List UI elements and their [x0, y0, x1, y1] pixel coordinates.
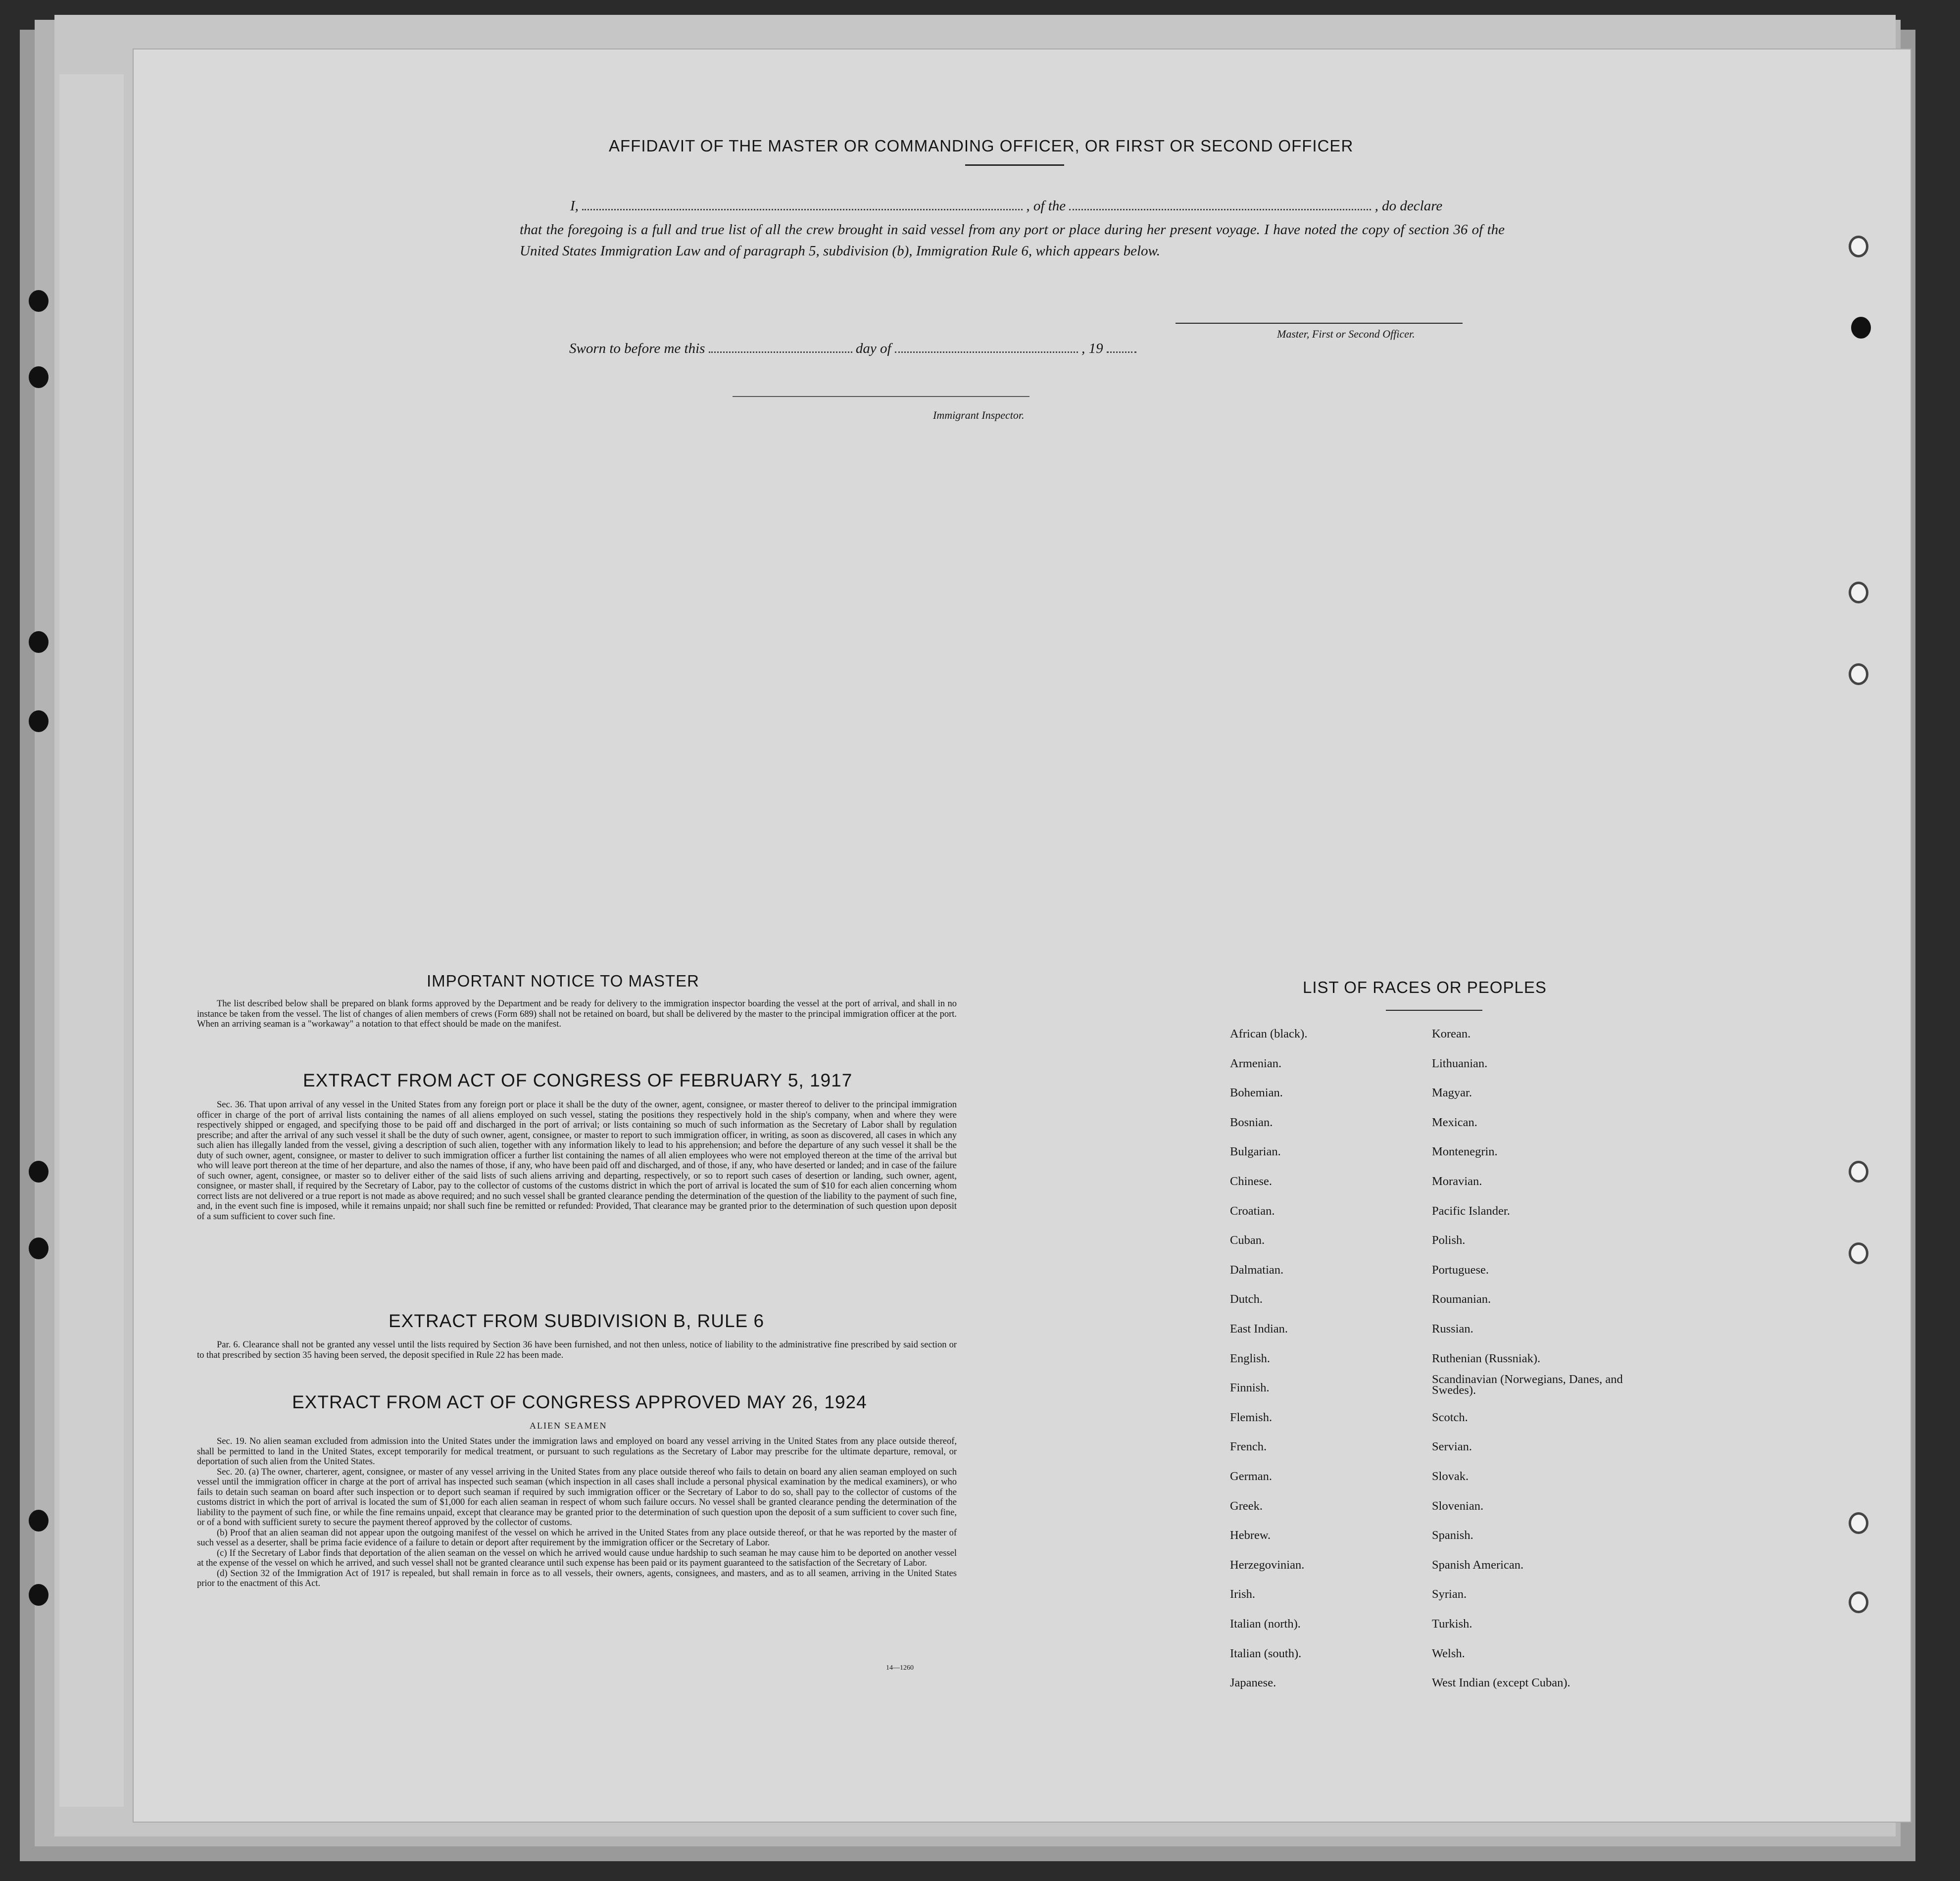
- extract-1924-title: EXTRACT FROM ACT OF CONGRESS APPROVED MAY 26, 1924: [292, 1392, 867, 1412]
- binding-hole: [29, 710, 49, 732]
- race-item: Spanish.: [1432, 1529, 1473, 1542]
- binding-hole: [29, 1510, 49, 1532]
- sworn-prefix: Sworn to before me this: [569, 341, 705, 356]
- race-item: Polish.: [1432, 1234, 1466, 1247]
- affidavit-paragraph: that the foregoing is a full and true list of all the crew brought in said vessel from any port or place during her present voyage. I have noted the copy of section 36 of the United States Immigration Law and of paragraph 5, subdivision (b), Immigration Rule 6, which appears below.: [520, 222, 1505, 259]
- race-item: Irish.: [1230, 1587, 1256, 1601]
- binding-hole: [29, 366, 49, 388]
- sworn-year-blank[interactable]: [1107, 351, 1136, 353]
- race-item: Mexican.: [1432, 1116, 1477, 1129]
- race-item: Scotch.: [1432, 1411, 1468, 1424]
- affidavit-title: AFFIDAVIT OF THE MASTER OR COMMANDING OFFICER, OR FIRST OR SECOND OFFICER: [609, 137, 1354, 155]
- race-item: Turkish.: [1432, 1617, 1472, 1631]
- race-item: Croatian.: [1230, 1204, 1275, 1218]
- binding-hole: [29, 1238, 49, 1259]
- paragraph-6: Par. 6. Clearance shall not be granted any vessel until the lists required by Section 36 have been furnished, and not then unless, notice of liability to the administrative fine prescribed by said section or to that prescribed by section 35 having been served, the deposit specified in Rule 22 has been made.: [197, 1340, 957, 1360]
- declarant-name-blank[interactable]: [582, 209, 1023, 210]
- race-item: Dalmatian.: [1230, 1263, 1284, 1277]
- affidavit-declare-label: , do declare: [1374, 198, 1443, 214]
- extract-rule6-body: [197, 1340, 957, 1360]
- race-item: Japanese.: [1230, 1676, 1276, 1689]
- vessel-name-blank[interactable]: [1069, 209, 1371, 210]
- race-item: Slovak.: [1432, 1470, 1469, 1483]
- section-19-paragraph: Sec. 19. No alien seaman excluded from admission into the United States under the immigration laws and employed on board any vessel arriving in the United States from any place outside thereof, shall be permitted to land in the United States, except temporarily for medical treatment, or pursuant to such regulations as the Secretary of Labor may prescribe for the ultimate departure, removal, or deportation of such alien from the United States.: [197, 1436, 957, 1467]
- race-item: Moravian.: [1432, 1175, 1482, 1188]
- race-item: English.: [1230, 1352, 1270, 1365]
- race-item: Korean.: [1432, 1027, 1471, 1040]
- race-item: Hebrew.: [1230, 1529, 1271, 1542]
- extract-1917-body: [197, 1100, 957, 1222]
- race-item: African (black).: [1230, 1027, 1308, 1040]
- race-item: East Indian.: [1230, 1322, 1288, 1336]
- section-20a-paragraph: Sec. 20. (a) The owner, charterer, agent, consignee, or master of any vessel arriving in the United States from any place outside thereof who fails to detain on board any alien seaman employed on such vessel until the immigration officer in charge at the port of arrival has inspected such seaman (which inspection in all cases shall include a personal physical examination by the medical examiners), or who fails to detain such seaman on board after such inspection or to deport such seaman if required by such immigration officer or the Secretary of Labor to do so, shall pay to the collector of customs of the customs district in which the port of arrival is located the sum of $1,000 for each alien seaman in respect of whom such failure occurs. No vessel shall be granted clearance pending the determination of the liability to the payment of such fine, or while the fine remains unpaid, except that clearance may be granted prior to the determination of such question upon the deposit of a sum sufficient to cover such fine, or of a bond with sufficient surety to secure the payment thereof approved by the collector of customs.: [197, 1467, 957, 1528]
- race-item: Finnish.: [1230, 1381, 1270, 1394]
- section-36-paragraph: Sec. 36. That upon arrival of any vessel in the United States from any foreign port or place it shall be the duty of the owner, agent, consignee, or master thereof to deliver to the principal immigration officer in charge of the port of arrival lists containing the names of all aliens employed on such vessel, stating the positions they respectively hold in the ship's company, when and where they were respectively shipped or engaged, and specifying those to be paid off and discharged in the port of arrival; or lists containing so much of such information as the Secretary of Labor shall by regulation prescribe; and after the arrival of any such vessel it shall be the duty of such owner, agent, consignee, or master to report to such immigration officer, in writing, as soon as discovered, all cases in which any such alien has illegally landed from the vessel, giving a description of such alien, together with any information likely to lead to his apprehension; and before the departure of any such vessel it shall be the duty of such owner, agent, consignee, or master to deliver to such immigration officer a further list containing the names of all alien employees who were not employed thereon at the time of the arrival but who will leave port thereon at the time of her departure, and also the names of those, if any, who have been paid off and discharged, and of those, if any, who have deserted or landed; and in case of the failure of such owner, agent, consignee, or master so to deliver either of the said lists of such aliens arriving and departing, respectively, or so to report such cases of desertion or landing, such owner, agent, consignee, or master shall, if required by the Secretary of Labor, pay to the collector of customs of the customs district in which the port of arrival is located the sum of $10 for each alien concerning whom correct lists are not delivered or a true report is not made as above required; and no such vessel shall be granted clearance pending the determination of the question of the liability to the payment of such fine, and, in the event such fine is imposed, while it remains unpaid; nor shall such fine be remitted or refunded: Provided, That clearance may be granted prior to the determination of such question upon deposit of a sum sufficient to cover such fine.: [197, 1100, 957, 1222]
- master-signature-line[interactable]: [1176, 323, 1463, 324]
- race-item: Bohemian.: [1230, 1086, 1283, 1099]
- punch-hole: [1849, 1591, 1868, 1613]
- race-item: Italian (north).: [1230, 1617, 1301, 1631]
- race-item: Spanish American.: [1432, 1558, 1524, 1572]
- master-signature-label: Master, First or Second Officer.: [1277, 328, 1415, 340]
- race-item: Lithuanian.: [1432, 1057, 1488, 1070]
- punch-hole: [1851, 317, 1871, 339]
- sworn-day-blank[interactable]: [709, 351, 852, 353]
- race-item: Greek.: [1230, 1499, 1263, 1513]
- race-item: Slovenian.: [1432, 1499, 1484, 1513]
- left-binding-strip: [59, 74, 124, 1807]
- alien-seamen-subtitle: ALIEN SEAMEN: [530, 1421, 607, 1431]
- affidavit-title-rule: [965, 164, 1064, 166]
- punch-hole: [1849, 1242, 1868, 1264]
- section-20b-paragraph: (b) Proof that an alien seaman did not appear upon the outgoing manifest of the vessel on which he arrived in the United States from any place outside thereof, or that he was reported by the master of such vessel as a deserter, shall be prima facie evidence of a failure to detain or deport after requirement by the immigration officer or the Secretary of Labor.: [197, 1528, 957, 1548]
- sworn-line: [569, 341, 1136, 357]
- inspector-signature-line[interactable]: [733, 396, 1029, 397]
- notice-title: IMPORTANT NOTICE TO MASTER: [427, 972, 700, 990]
- race-item: Bulgarian.: [1230, 1145, 1281, 1158]
- race-item: German.: [1230, 1470, 1273, 1483]
- punch-hole: [1849, 1512, 1868, 1534]
- extract-1924-body: [197, 1436, 957, 1589]
- race-item: Bosnian.: [1230, 1116, 1273, 1129]
- race-item: Roumanian.: [1432, 1292, 1491, 1306]
- punch-hole: [1849, 663, 1868, 685]
- race-item: Flemish.: [1230, 1411, 1273, 1424]
- race-item: Chinese.: [1230, 1175, 1273, 1188]
- form-number: 14—1260: [886, 1664, 914, 1672]
- race-item: Italian (south).: [1230, 1647, 1302, 1660]
- notice-paragraph: The list described below shall be prepared on blank forms approved by the Department and be ready for delivery to the immigration inspector boarding the vessel at the port of arrival, and shall in no instance be taken from the vessel. The list of changes of alien members of crews (Form 689) shall not be retained on board, but shall be delivered by the master to the principal immigration officer at the port. When an arriving seaman is a "workaway" a notation to that effect should be made on the manifest.: [197, 999, 957, 1029]
- punch-hole: [1849, 236, 1868, 257]
- race-item: Dutch.: [1230, 1292, 1263, 1306]
- section-20c-paragraph: (c) If the Secretary of Labor finds that deportation of the alien seaman on the vessel on which he arrived would cause undue hardship to such seaman he may cause him to be deported on another vessel at the expense of the vessel on which he arrived, and such vessel shall not be granted clearance until such expense has been paid or its payment guaranteed to the satisfaction of the Secretary of Labor.: [197, 1548, 957, 1568]
- affidavit-of-the-label: , of the: [1026, 198, 1066, 214]
- affidavit-declarant-line: [570, 198, 1442, 214]
- race-item: Syrian.: [1432, 1587, 1467, 1601]
- race-item: Herzegovinian.: [1230, 1558, 1305, 1572]
- section-20d-paragraph: (d) Section 32 of the Immigration Act of 1917 is repealed, but shall remain in force as to all vessels, their owners, agents, consignees, and masters, and as to all seamen, arriving in the United States prior to the enactment of this Act.: [197, 1568, 957, 1588]
- affidavit-i-label: I,: [570, 198, 579, 214]
- race-item: Scandinavian (Norwegians, Danes, and Swedes).: [1432, 1373, 1623, 1397]
- binding-hole: [29, 1584, 49, 1606]
- races-title-rule: [1386, 1010, 1482, 1011]
- race-item: Magyar.: [1432, 1086, 1472, 1099]
- sworn-year-label: , 19: [1081, 341, 1103, 356]
- race-item: Welsh.: [1432, 1647, 1465, 1660]
- inspector-label: Immigrant Inspector.: [933, 409, 1025, 421]
- race-item: Ruthenian (Russniak).: [1432, 1352, 1541, 1365]
- binding-hole: [29, 1161, 49, 1183]
- races-title: LIST OF RACES OR PEOPLES: [1303, 978, 1547, 996]
- notice-body: [197, 999, 957, 1030]
- extract-rule6-title: EXTRACT FROM SUBDIVISION B, RULE 6: [389, 1311, 765, 1331]
- race-item: Armenian.: [1230, 1057, 1282, 1070]
- race-item: West Indian (except Cuban).: [1432, 1676, 1570, 1689]
- sworn-day-of-label: day of: [855, 341, 891, 356]
- sworn-month-blank[interactable]: [895, 351, 1078, 353]
- race-item: Portuguese.: [1432, 1263, 1489, 1277]
- race-item: Montenegrin.: [1432, 1145, 1498, 1158]
- binding-hole: [29, 631, 49, 653]
- race-item: French.: [1230, 1440, 1267, 1453]
- punch-hole: [1849, 582, 1868, 603]
- extract-1917-title: EXTRACT FROM ACT OF CONGRESS OF FEBRUARY 5, 1917: [303, 1070, 853, 1090]
- punch-hole: [1849, 1161, 1868, 1183]
- race-item: Russian.: [1432, 1322, 1473, 1336]
- race-item: Servian.: [1432, 1440, 1472, 1453]
- binding-hole: [29, 290, 49, 312]
- race-item: Cuban.: [1230, 1234, 1265, 1247]
- race-item: Pacific Islander.: [1432, 1204, 1510, 1218]
